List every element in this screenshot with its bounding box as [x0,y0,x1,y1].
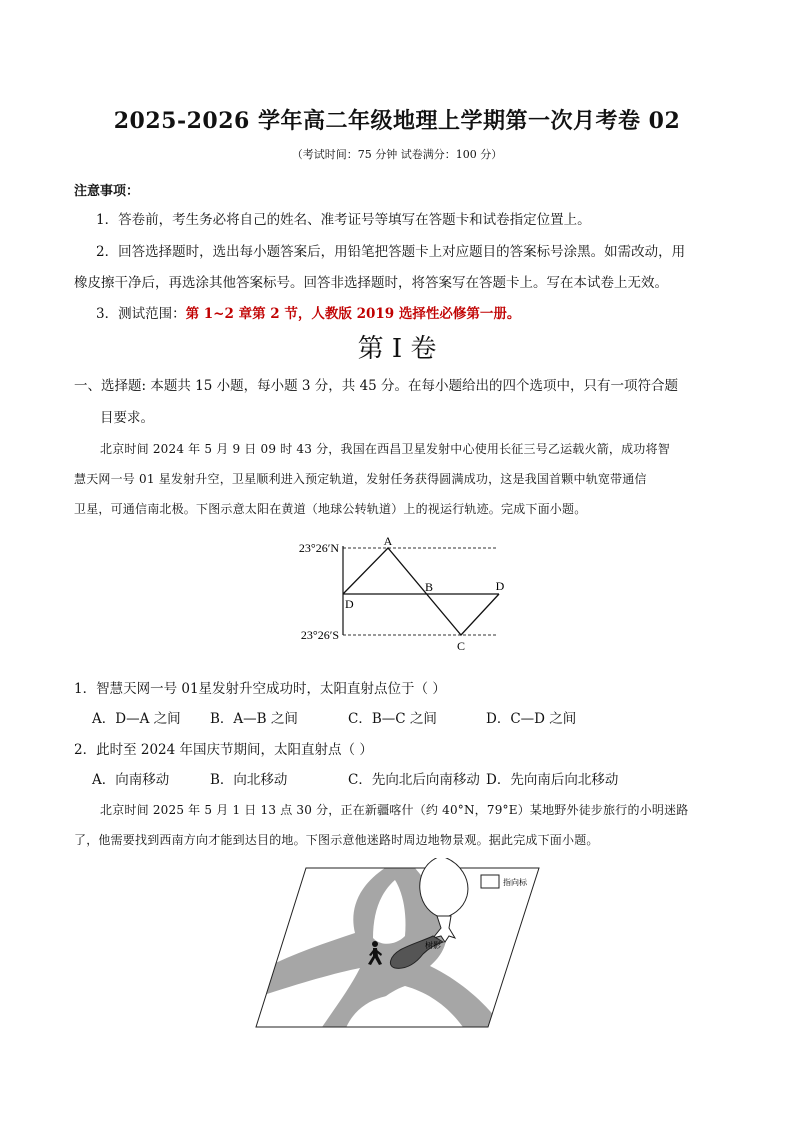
section-instruction-line-2: 目要求。 [100,410,154,426]
question-1-stem: 1．智慧天网一号 01星发射升空成功时，太阳直射点位于（ ） [74,681,446,697]
sun-path-line [343,548,499,635]
legend-swatch [481,875,499,888]
question-1-option-c: C．B—C 之间 [348,711,437,727]
label-23s: 23°26′S [300,628,339,642]
question-1-option-b: B．A—B 之间 [210,711,298,727]
passage-1-line-1: 北京时间 2024 年 5 月 9 日 09 时 43 分，我国在西昌卫星发射中心使用长征三号乙运载火箭，成功将智 [100,442,670,456]
notes-heading: 注意事项： [74,184,140,199]
test-range: 第 1~2 章第 2 节，人教版 2019 选择性必修第一册。 [185,306,521,322]
note-item-3 [96,302,520,322]
legend-label: 指向标 [503,878,527,887]
note-item-3-prefix: 3．测试范围： [96,306,186,322]
section-title: 第 I 卷 [357,334,437,364]
ecliptic-diagram [285,528,525,656]
point-c-label: C [456,639,466,653]
question-2-option-b: B．向北移动 [210,772,288,788]
question-1-option-d: D．C—D 之间 [486,711,577,727]
question-2-option-c: C．先向北后向南移动 [348,772,480,788]
tree-shadow-label: 树影 [425,941,441,950]
passage-1-line-3: 卫星，可通信南北极。下图示意太阳在黄道（地球公转轨道）上的视运行轨迹。完成下面小题。 [74,502,587,516]
paper-title: 2025-2026 学年高二年级地理上学期第一次月考卷 02 [113,108,681,134]
point-d-left-label: D [345,597,354,611]
point-d-right-label: D [495,579,505,593]
question-2-option-a: A．向南移动 [92,772,170,788]
point-b-label: B [424,580,434,594]
section-instruction-line-1: 一、选择题: 本题共 15 小题，每小题 3 分，共 45 分。在每小题给出的四个选项中，只有一项符合题 [74,378,679,394]
question-1-option-a: A．D—A 之间 [92,711,181,727]
passage-1-line-2: 慧天网一号 01 星发射升空，卫星顺利进入预定轨道，发射任务获得圆满成功，这是我国首颗中轨宽带通信 [74,472,647,486]
exam-info: （考试时间：75 分钟 试卷满分：100 分） [291,148,503,161]
passage-2-line-2: 了，他需要找到西南方向才能到达目的地。下图示意他迷路时周边地物景观。据此完成下面小题。 [74,833,599,847]
note-item-1: 1．答卷前，考生务必将自己的姓名、准考证号等填写在答题卡和试卷指定位置上。 [96,212,591,228]
passage-2-line-1: 北京时间 2025 年 5 月 1 日 13 点 30 分，正在新疆喀什（约 40°N，79°E）某地野外徒步旅行的小明迷路 [100,803,689,817]
point-a-label: A [383,534,393,548]
note-item-2-line-2: 橡皮擦干净后，再选涂其他答案标号。回答非选择题时，将答案写在答题卡上。写在本试卷上无效。 [74,275,668,291]
question-2-stem: 2．此时至 2024 年国庆节期间，太阳直射点（ ） [74,742,373,758]
landscape-diagram [255,858,545,1030]
note-item-2-line-1: 2．回答选择题时，选出每小题答案后，用铅笔把答题卡上对应题目的答案标号涂黑。如需改动，用 [96,244,686,260]
question-2-option-d: D．先向南后向北移动 [486,772,619,788]
label-23n: 23°26′N [298,541,339,555]
